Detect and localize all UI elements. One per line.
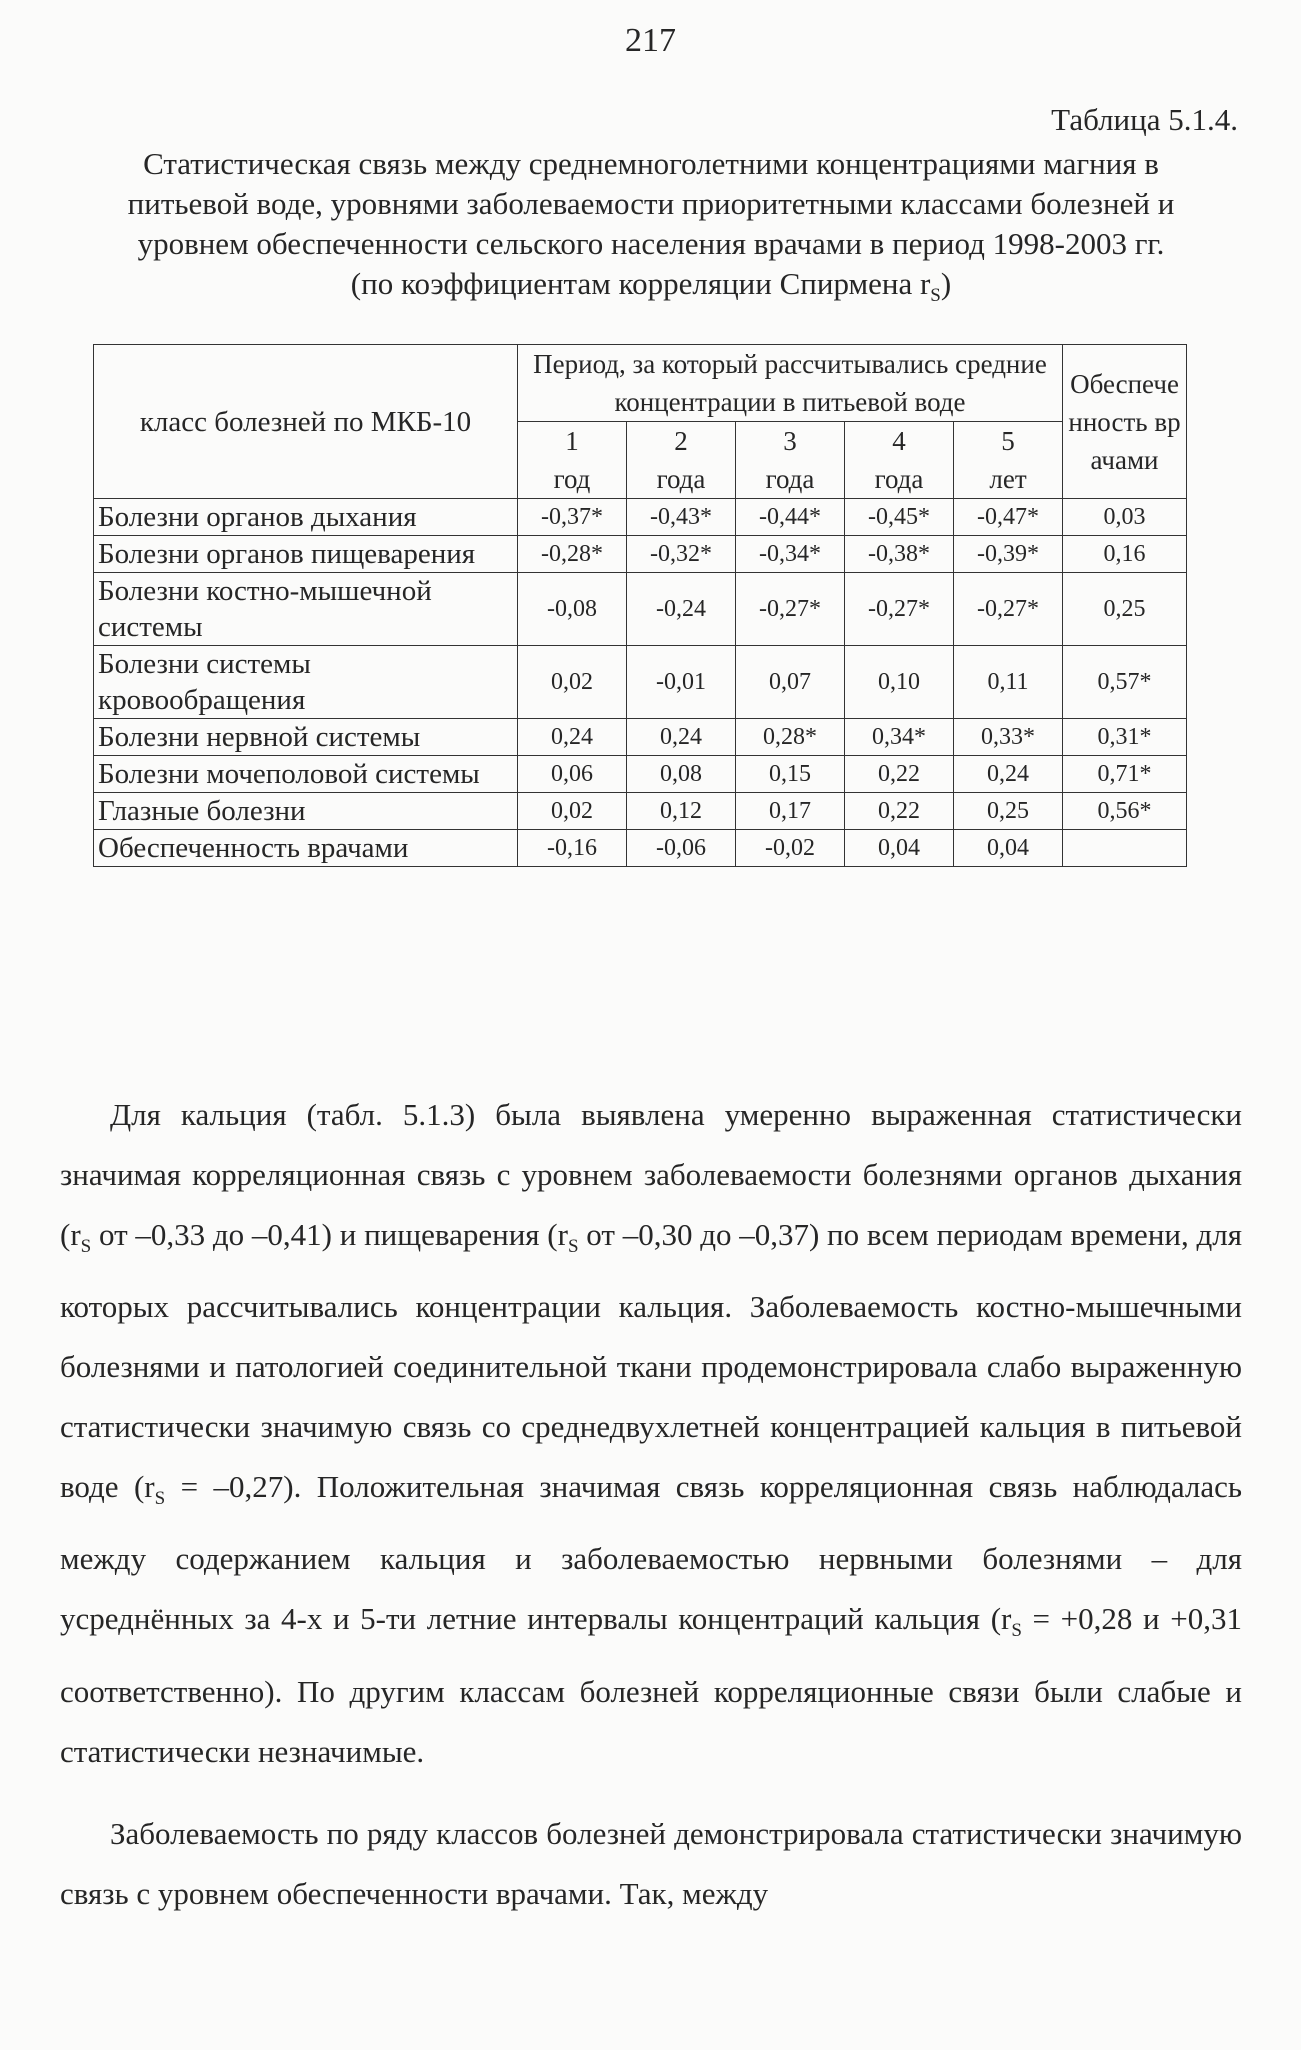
period-header: 5 лет <box>954 422 1063 499</box>
provision-cell: 0,16 <box>1063 536 1187 573</box>
period-header: 2 года <box>627 422 736 499</box>
correlation-cell: 0,10 <box>845 646 954 719</box>
correlation-cell: -0,01 <box>627 646 736 719</box>
provision-cell: 0,71* <box>1063 756 1187 793</box>
correlation-cell: 0,22 <box>845 756 954 793</box>
provision-cell: 0,03 <box>1063 499 1187 536</box>
disease-label: Болезни органов дыхания <box>94 499 518 536</box>
correlation-cell: -0,39* <box>954 536 1063 573</box>
correlation-cell: 0,22 <box>845 793 954 830</box>
correlation-cell: 0,24 <box>627 719 736 756</box>
correlation-cell: 0,24 <box>954 756 1063 793</box>
correlation-table <box>93 344 1187 867</box>
correlation-cell: -0,38* <box>845 536 954 573</box>
period-header: 3 года <box>736 422 845 499</box>
correlation-cell: 0,17 <box>736 793 845 830</box>
disease-label: Глазные болезни <box>94 793 518 830</box>
table-label: Таблица 5.1.4. <box>1051 102 1238 137</box>
table-row <box>94 793 1187 830</box>
correlation-cell: 0,34* <box>845 719 954 756</box>
correlation-cell: 0,06 <box>518 756 627 793</box>
disease-label: Болезни мочеполовой системы <box>94 756 518 793</box>
provision-cell: 0,25 <box>1063 573 1187 646</box>
table-caption <box>60 144 1242 316</box>
correlation-cell: 0,12 <box>627 793 736 830</box>
correlation-cell: -0,16 <box>518 830 627 867</box>
paragraph: Для кальция (табл. 5.1.3) была выявлена умеренно выраженная статистически значимая корреляционная связь с уровнем заболеваемости болезнями органов дыхания ($r_S$ от –0,33 до –0,41) и пищеварения ($r_S$ от –0,30 до –0,37) по всем периодам времени, для которых рассчитывались концентрации кальция. Заболеваемость костно-мышечными болезнями и патологией соединительной ткани продемонстрировала слабо выраженную статистически значимую связь со среднедвухлетней концентрацией кальция в питьевой воде $(r_S = -0,27)$. Положительная значимая связь корреляционная связь наблюдалась между содержанием кальция и заболеваемостью нервными болезнями – для усреднённых за 4-х и 5-ти летние интервалы концентраций кальция ($r_S = +0,28$ и +0,31 соответственно). По другим классам болезней корреляционные связи были слабые и статистически незначимые. <box>60 1097 1242 1769</box>
correlation-cell: -0,27* <box>736 573 845 646</box>
correlation-cell: -0,06 <box>627 830 736 867</box>
table-row <box>94 756 1187 793</box>
correlation-cell: 0,33* <box>954 719 1063 756</box>
correlation-cell: -0,28* <box>518 536 627 573</box>
correlation-cell: 0,25 <box>954 793 1063 830</box>
table-row <box>94 536 1187 573</box>
correlation-cell: -0,32* <box>627 536 736 573</box>
correlation-cell: 0,08 <box>627 756 736 793</box>
header-provision: Обеспеченность врачами <box>1063 345 1187 499</box>
correlation-cell: 0,04 <box>954 830 1063 867</box>
correlation-cell: -0,34* <box>736 536 845 573</box>
correlation-cell: -0,24 <box>627 573 736 646</box>
period-header: 1 год <box>518 422 627 499</box>
correlation-cell: -0,43* <box>627 499 736 536</box>
header-disease-class: класс болезней по МКБ-10 <box>94 345 518 499</box>
correlation-cell: -0,45* <box>845 499 954 536</box>
table-row <box>94 573 1187 646</box>
provision-cell: 0,57* <box>1063 646 1187 719</box>
correlation-cell: 0,11 <box>954 646 1063 719</box>
body-text <box>60 1085 1242 1924</box>
table-row <box>94 719 1187 756</box>
table-row <box>94 646 1187 719</box>
correlation-cell: 0,04 <box>845 830 954 867</box>
provision-cell: 0,31* <box>1063 719 1187 756</box>
disease-label: Болезни нервной системы <box>94 719 518 756</box>
provision-cell <box>1063 830 1187 867</box>
disease-label: Обеспеченность врачами <box>94 830 518 867</box>
correlation-cell: -0,44* <box>736 499 845 536</box>
disease-label: Болезни органов пищеварения <box>94 536 518 573</box>
correlation-cell: 0,15 <box>736 756 845 793</box>
correlation-cell: -0,08 <box>518 573 627 646</box>
correlation-cell: -0,27* <box>954 573 1063 646</box>
correlation-cell: -0,27* <box>845 573 954 646</box>
correlation-cell: 0,24 <box>518 719 627 756</box>
correlation-cell: 0,07 <box>736 646 845 719</box>
correlation-cell: 0,28* <box>736 719 845 756</box>
provision-cell: 0,56* <box>1063 793 1187 830</box>
header-period: Период, за который рассчитывались средние концентрации в питьевой воде <box>518 345 1063 422</box>
caption-line: Статистическая связь между среднемноголетними концентрациями магния в <box>143 146 1159 181</box>
correlation-cell: 0,02 <box>518 793 627 830</box>
disease-label: Болезни системы кровообращения <box>94 646 518 719</box>
caption-line: уровнем обеспеченности сельского населения врачами в период 1998-2003 гг. <box>137 226 1165 261</box>
paragraph: Заболеваемость по ряду классов болезней демонстрировала статистически значимую связь с уровнем обеспеченности врачами. Так, между <box>60 1815 1242 1911</box>
correlation-cell: -0,02 <box>736 830 845 867</box>
caption-line: питьевой воде, уровнями заболеваемости приоритетными классами болезней и <box>127 186 1175 221</box>
table-row <box>94 830 1187 867</box>
caption-line: (по коэффициентам корреляции Спирмена $r_S$) <box>350 266 952 307</box>
disease-label: Болезни костно-мышечной системы <box>94 573 518 646</box>
correlation-cell: -0,37* <box>518 499 627 536</box>
correlation-cell: 0,02 <box>518 646 627 719</box>
table-row <box>94 499 1187 536</box>
period-header: 4 года <box>845 422 954 499</box>
page-number: 217 <box>625 22 676 59</box>
correlation-cell: -0,47* <box>954 499 1063 536</box>
